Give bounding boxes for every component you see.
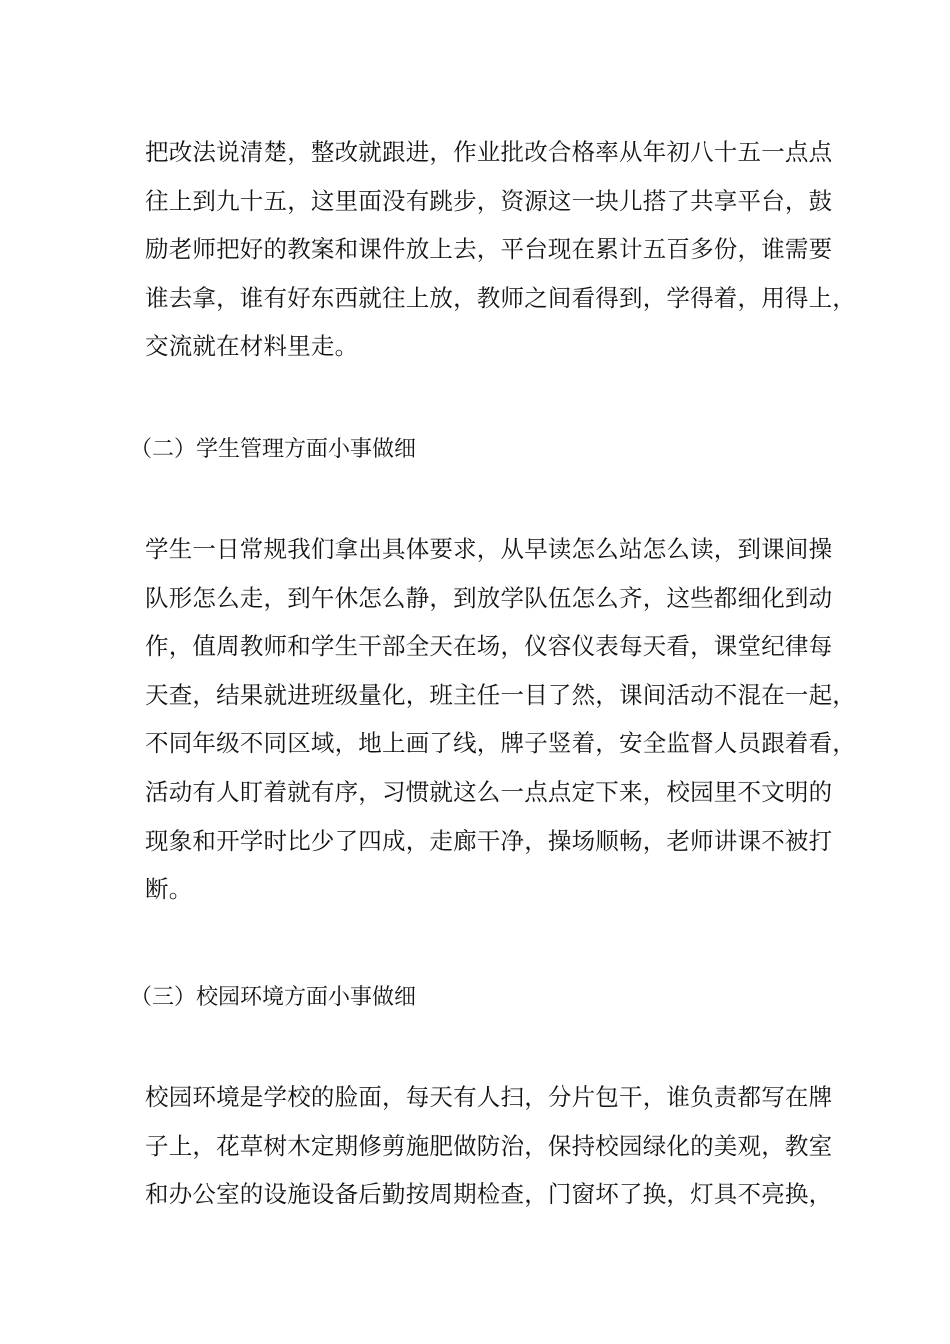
- paragraph-teaching-rectification: [145, 128, 856, 371]
- text-line: 作，值周教师和学生干部全天在场，仪容仪表每天看，课堂纪律每: [145, 632, 833, 661]
- section-heading-student-management: （二）学生管理方面小事做细: [130, 437, 417, 462]
- text-line: 天查，结果就进班级量化，班主任一目了然，课间活动不混在一起，: [145, 680, 856, 709]
- text-line: 断。: [145, 875, 193, 904]
- paragraph-student-management: [145, 525, 856, 914]
- text-line: 励老师把好的教案和课件放上去，平台现在累计五百多份，谁需要: [145, 235, 833, 264]
- text-line: 谁去拿，谁有好东西就往上放，教师之间看得到，学得着，用得上，: [145, 283, 856, 312]
- paragraph-campus-environment: [145, 1073, 835, 1219]
- text-line: 往上到九十五，这里面没有跳步，资源这一块儿搭了共享平台，鼓: [145, 186, 833, 215]
- text-line: 交流就在材料里走。: [145, 332, 359, 361]
- text-line: 学生一日常规我们拿出具体要求，从早读怎么站怎么读，到课间操: [145, 535, 833, 563]
- text-line: 队形怎么走，到午休怎么静，到放学队伍怎么齐，这些都细化到动: [145, 583, 833, 612]
- text-line: 校园环境是学校的脸面，每天有人扫，分片包干，谁负责都写在牌: [145, 1083, 833, 1111]
- text-line: 活动有人盯着就有序，习惯就这么一点点定下来，校园里不文明的: [145, 777, 833, 806]
- text-line: 子上，花草树木定期修剪施肥做防治，保持校园绿化的美观，教室: [145, 1131, 833, 1160]
- text-line: 不同年级不同区域，地上画了线，牌子竖着，安全监督人员跟着看，: [145, 729, 856, 758]
- text-line: 把改法说清楚，整改就跟进，作业批改合格率从年初八十五一点点: [145, 138, 833, 166]
- text-line: 现象和开学时比少了四成，走廊干净，操场顺畅，老师讲课不被打: [145, 826, 833, 855]
- text-line: 和办公室的设施设备后勤按周期检查，门窗坏了换，灯具不亮换，: [145, 1180, 833, 1209]
- section-heading-campus-environment: （三）校园环境方面小事做细: [130, 985, 417, 1010]
